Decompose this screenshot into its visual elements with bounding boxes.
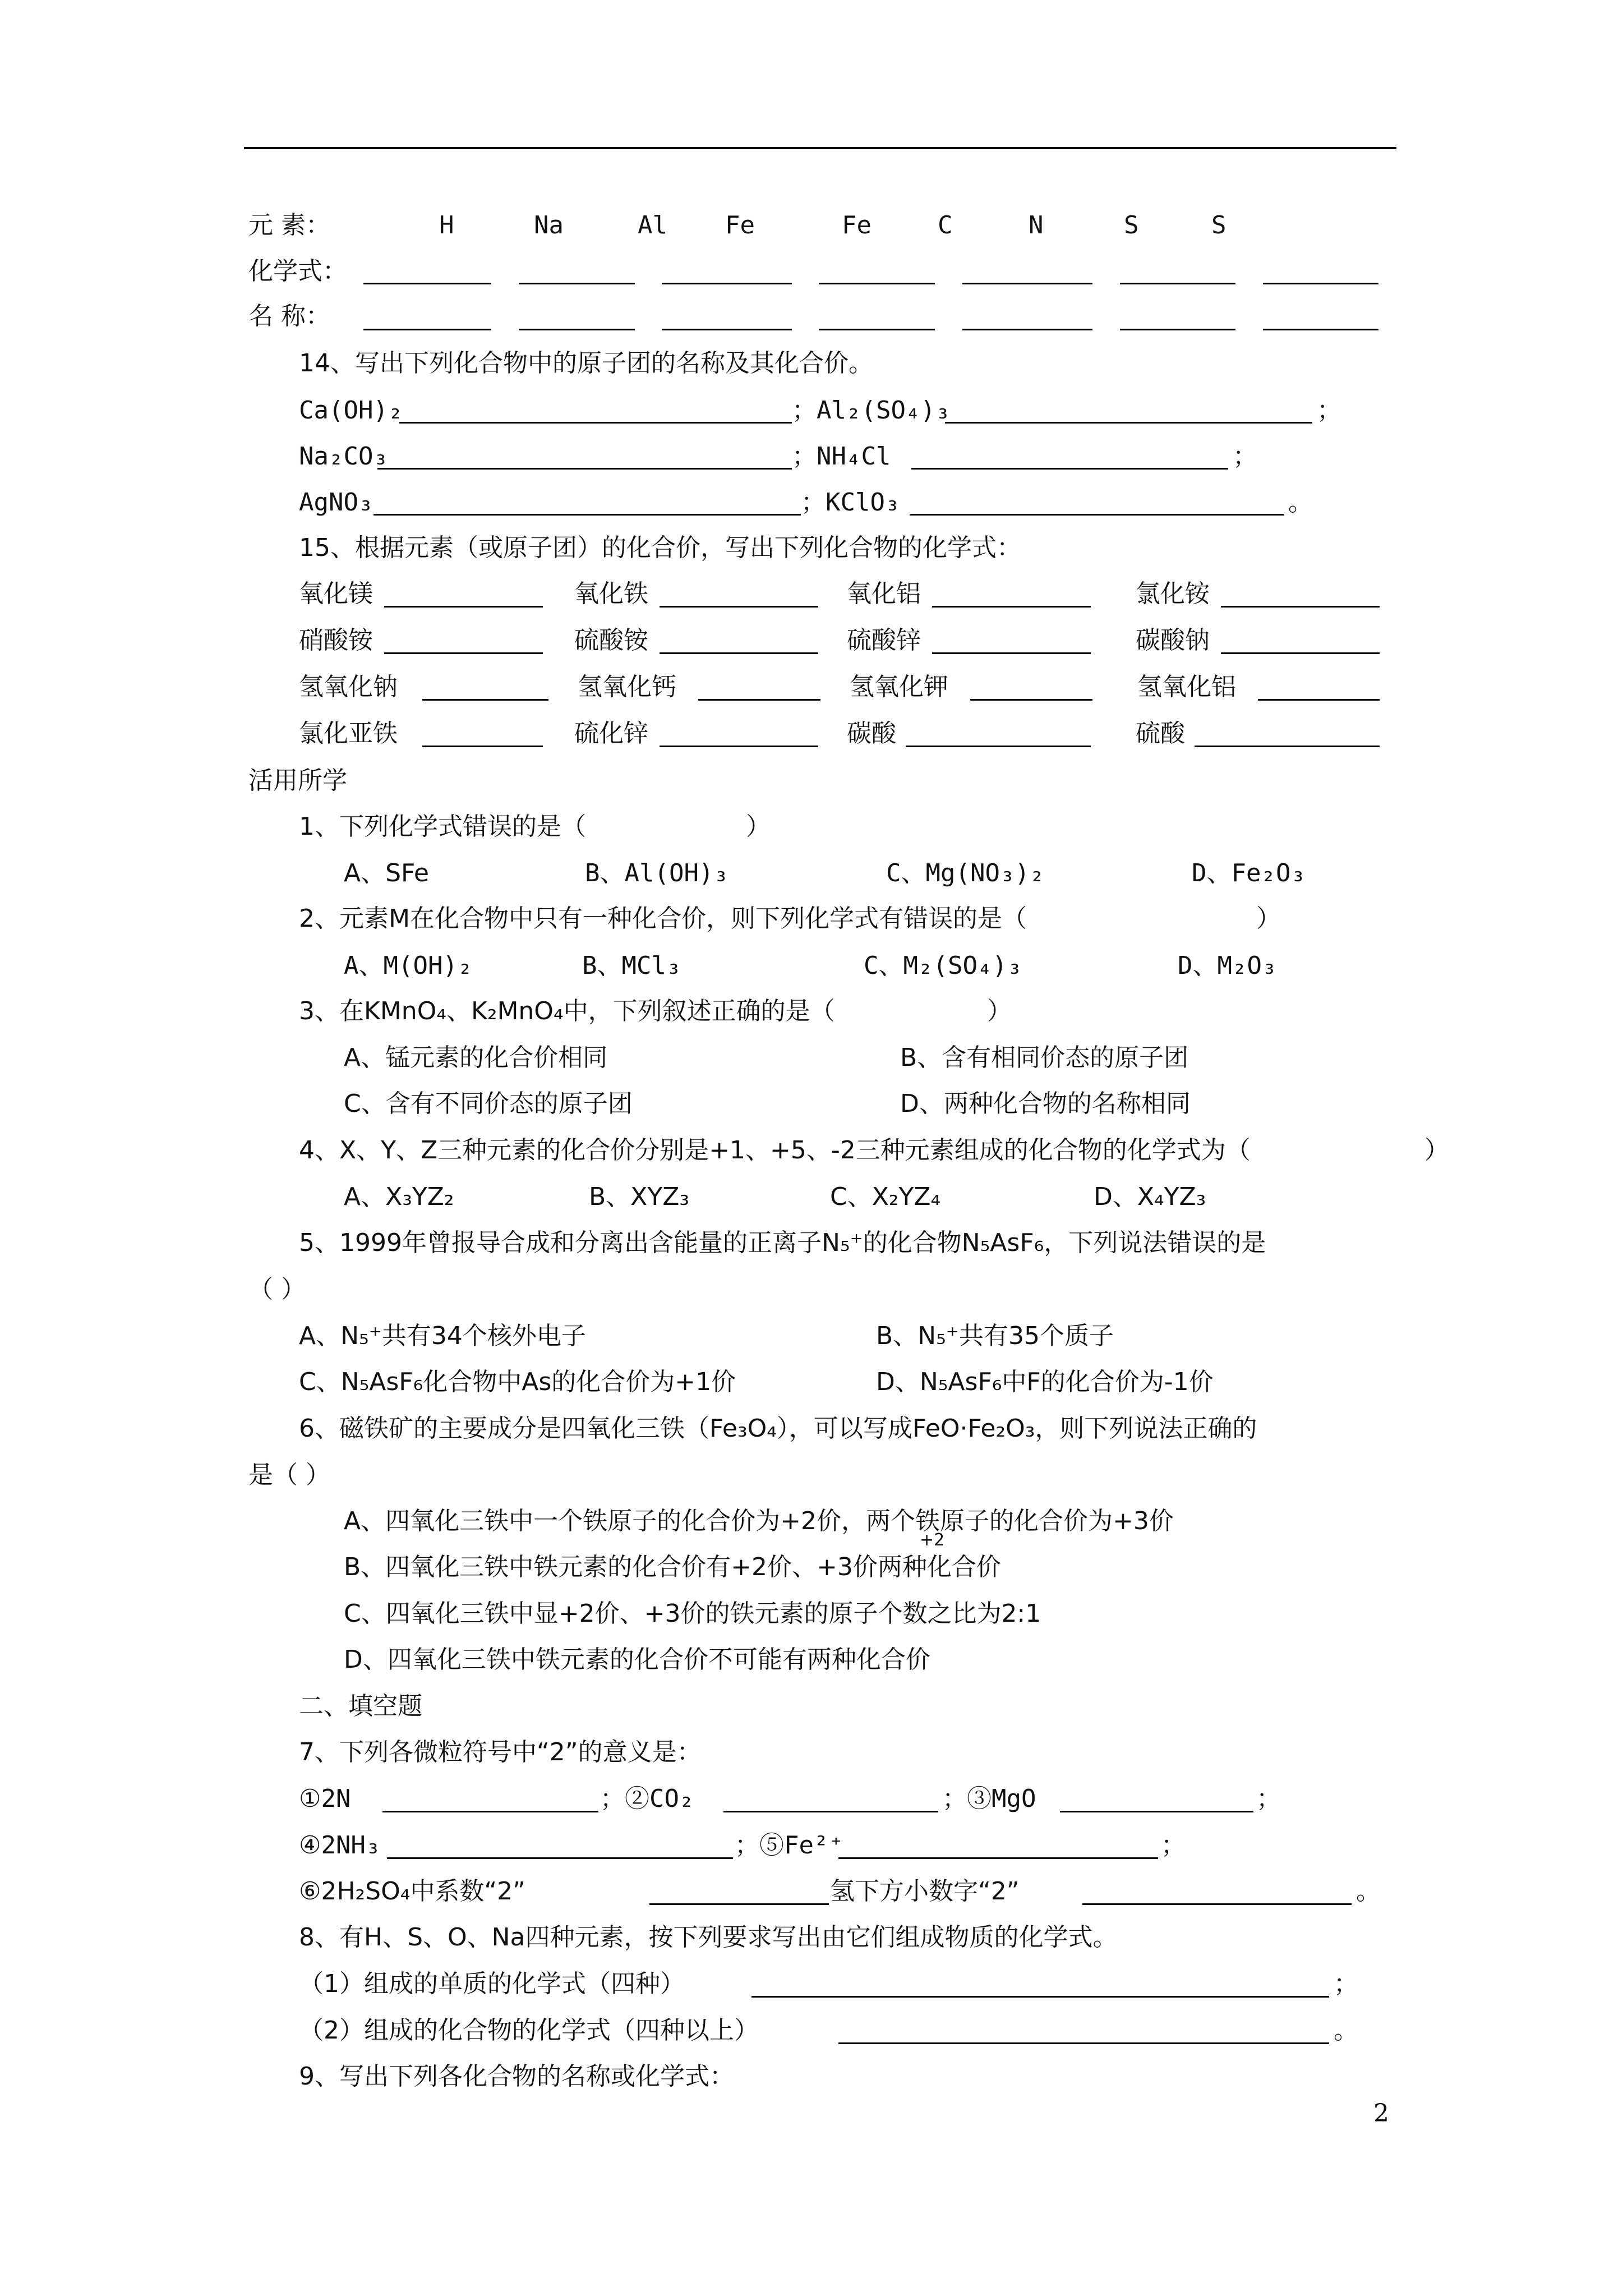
- question-stem: 6、磁铁矿的主要成分是四氧化三铁（Fe₃O₄），可以写成FeO·Fe₂O₃，则下列说法正确的: [299, 1414, 1257, 1443]
- answer-blank[interactable]: [382, 1811, 598, 1812]
- option-a[interactable]: A、四氧化三铁中一个铁原子的化合价为+2价，两个铁原子的化合价为+3价: [344, 1507, 1174, 1535]
- symbol-label: ①2N: [299, 1784, 351, 1813]
- answer-blank[interactable]: [660, 746, 818, 747]
- answer-blank[interactable]: [422, 699, 548, 701]
- answer-blank[interactable]: [384, 652, 543, 654]
- compound-name: 氢氧化钾: [850, 673, 948, 701]
- answer-paren-close: ）: [746, 812, 771, 841]
- option-c[interactable]: C、N₅AsF₆化合物中As的化合价为+1价: [299, 1368, 736, 1396]
- punctuation: 。: [1288, 488, 1313, 517]
- answer-blank[interactable]: [962, 329, 1092, 330]
- answer-blank[interactable]: [1060, 1811, 1253, 1812]
- answer-blank[interactable]: [662, 283, 792, 284]
- punctuation: ；: [1161, 1831, 1186, 1860]
- answer-paren-close: ）: [1256, 904, 1281, 933]
- question-stem: 2、元素M在化合物中只有一种化合价，则下列化学式有错误的是（: [299, 904, 1027, 933]
- symbol-label: ；③MgO: [942, 1784, 1036, 1813]
- answer-blank[interactable]: [932, 606, 1091, 608]
- element-symbol: Al: [638, 211, 667, 240]
- option-d[interactable]: D、Fe₂O₃: [1192, 859, 1306, 887]
- option-b[interactable]: B、含有相同价态的原子团: [900, 1043, 1189, 1072]
- punctuation: 。: [1356, 1877, 1381, 1906]
- answer-blank[interactable]: [649, 1903, 829, 1905]
- formula-label: ；NH₄Cl: [792, 442, 891, 471]
- question-8-part-2: （2）组成的化合物的化学式（四种以上）: [299, 2016, 759, 2045]
- option-b[interactable]: B、XYZ₃: [589, 1182, 689, 1211]
- option-c[interactable]: C、四氧化三铁中显+2价、+3价的铁元素的原子个数之比为2:1: [344, 1599, 1041, 1628]
- option-c[interactable]: C、含有不同价态的原子团: [344, 1089, 633, 1118]
- answer-blank[interactable]: [1120, 329, 1235, 330]
- element-symbol: C: [938, 211, 953, 240]
- element-symbol: N: [1029, 211, 1044, 240]
- question-stem: 1、下列化学式错误的是（: [299, 812, 586, 841]
- answer-paren: （ ）: [248, 1275, 306, 1304]
- answer-blank[interactable]: [1120, 283, 1235, 284]
- element-symbol: S: [1124, 211, 1139, 240]
- question-stem: 4、X、Y、Z三种元素的化合价分别是+1、+5、-2三种元素组成的化合物的化学式为（: [299, 1136, 1251, 1165]
- answer-blank[interactable]: [1195, 746, 1380, 747]
- answer-blank[interactable]: [377, 468, 792, 470]
- page-number: 2: [1373, 2099, 1389, 2128]
- option-b[interactable]: B、四氧化三铁中铁元素的化合价有+2价、+3价两种化合价: [344, 1553, 1001, 1581]
- answer-blank[interactable]: [662, 329, 792, 330]
- question-stem-continued: 是（ ）: [248, 1461, 330, 1489]
- option-d[interactable]: D、N₅AsF₆中F的化合价为-1价: [876, 1368, 1214, 1396]
- answer-blank[interactable]: [422, 746, 543, 747]
- formula-label: Ca(OH)₂: [299, 396, 403, 425]
- question-stem: 5、1999年曾报导合成和分离出含能量的正离子N₅⁺的化合物N₅AsF₆，下列说法错误的是: [299, 1228, 1266, 1257]
- compound-name: 硫酸: [1136, 719, 1185, 748]
- answer-blank[interactable]: [384, 606, 543, 608]
- answer-blank[interactable]: [970, 699, 1092, 701]
- section-heading: 活用所学: [248, 766, 347, 795]
- answer-blank[interactable]: [1258, 699, 1380, 701]
- compound-name: 氯化亚铁: [299, 719, 398, 748]
- answer-blank[interactable]: [751, 1996, 1329, 1998]
- compound-name: 硫酸锌: [847, 626, 921, 655]
- punctuation: 。: [1334, 2016, 1358, 2045]
- answer-blank[interactable]: [838, 2042, 1329, 2044]
- option-a[interactable]: A、M(OH)₂: [344, 951, 473, 980]
- question-14-title: 14、写出下列化合物中的原子团的名称及其化合价。: [299, 349, 873, 378]
- answer-blank[interactable]: [660, 606, 818, 608]
- answer-blank[interactable]: [838, 1857, 1158, 1859]
- answer-paren-close: ）: [1424, 1136, 1449, 1165]
- symbol-label: 氢下方小数字“2”: [830, 1877, 1020, 1906]
- formula-label: AgNO₃: [299, 488, 374, 517]
- row-label-formula: 化学式：: [248, 257, 347, 286]
- option-b[interactable]: B、Al(OH)₃: [585, 859, 728, 887]
- option-d[interactable]: D、X₄YZ₃: [1094, 1182, 1206, 1211]
- answer-blank[interactable]: [819, 283, 935, 284]
- option-c[interactable]: C、M₂(SO₄)₃: [864, 951, 1022, 980]
- punctuation: ；: [1256, 1784, 1281, 1813]
- question-8-title: 8、有H、S、O、Na四种元素，按下列要求写出由它们组成物质的化学式。: [299, 1923, 1118, 1952]
- element-symbol: S: [1211, 211, 1227, 240]
- header-rule: [244, 147, 1396, 149]
- compound-name: 氧化铁: [574, 579, 648, 608]
- option-b[interactable]: B、MCl₃: [582, 951, 681, 980]
- answer-blank[interactable]: [698, 699, 820, 701]
- formula-label: ；Al₂(SO₄)₃: [792, 396, 951, 425]
- compound-name: 硝酸铵: [299, 626, 373, 655]
- answer-blank[interactable]: [911, 468, 1228, 470]
- question-stem: 3、在KMnO₄、K₂MnO₄中，下列叙述正确的是（: [299, 997, 835, 1025]
- answer-blank[interactable]: [945, 422, 1312, 424]
- answer-blank[interactable]: [1221, 606, 1380, 608]
- compound-name: 氢氧化铝: [1137, 673, 1236, 701]
- element-symbol: H: [439, 211, 454, 240]
- option-a[interactable]: A、X₃YZ₂: [344, 1182, 454, 1211]
- answer-blank[interactable]: [374, 514, 801, 516]
- compound-name: 氢氧化钙: [578, 673, 676, 701]
- answer-blank[interactable]: [660, 652, 818, 654]
- answer-blank[interactable]: [519, 329, 635, 330]
- compound-name: 氧化镁: [299, 579, 373, 608]
- compound-name: 氢氧化钠: [299, 673, 398, 701]
- symbol-label: ；⑤Fe²⁺: [735, 1831, 843, 1860]
- option-a[interactable]: A、SFe: [344, 859, 430, 887]
- answer-blank[interactable]: [723, 1811, 938, 1812]
- answer-blank[interactable]: [932, 652, 1091, 654]
- question-8-part-1: （1）组成的单质的化学式（四种）: [299, 1970, 685, 1998]
- stray-mark: +2: [920, 1530, 945, 1550]
- question-15-title: 15、根据元素（或原子团）的化合价，写出下列化合物的化学式：: [299, 533, 1021, 562]
- punctuation: ；: [1334, 1970, 1358, 1998]
- answer-blank[interactable]: [399, 422, 792, 424]
- answer-blank[interactable]: [387, 1857, 733, 1859]
- answer-blank[interactable]: [1263, 283, 1378, 284]
- element-symbol: Fe: [842, 211, 872, 240]
- answer-blank[interactable]: [519, 283, 635, 284]
- compound-name: 硫酸铵: [574, 626, 648, 655]
- element-symbol: Na: [534, 211, 564, 240]
- answer-blank[interactable]: [819, 329, 935, 330]
- compound-name: 硫化锌: [574, 719, 648, 748]
- question-7-title: 7、下列各微粒符号中“2”的意义是：: [299, 1738, 702, 1766]
- option-a[interactable]: A、N₅⁺共有34个核外电子: [299, 1322, 586, 1350]
- formula-label: ；KClO₃: [801, 488, 900, 517]
- compound-name: 碳酸: [847, 719, 896, 748]
- punctuation: ；: [1233, 442, 1257, 471]
- answer-blank[interactable]: [962, 283, 1092, 284]
- option-d[interactable]: D、两种化合物的名称相同: [900, 1089, 1191, 1118]
- answer-paren-close: ）: [987, 997, 1012, 1025]
- answer-blank[interactable]: [1082, 1903, 1352, 1905]
- compound-name: 碳酸钠: [1136, 626, 1210, 655]
- formula-label: Na₂CO₃: [299, 442, 388, 471]
- question-9-title: 9、写出下列各化合物的名称或化学式：: [299, 2062, 734, 2091]
- answer-blank[interactable]: [1221, 652, 1380, 654]
- row-label-name: 名 称：: [248, 302, 330, 330]
- option-a[interactable]: A、锰元素的化合价相同: [344, 1043, 608, 1072]
- element-symbol: Fe: [725, 211, 755, 240]
- option-b[interactable]: B、N₅⁺共有35个质子: [876, 1322, 1114, 1350]
- option-c[interactable]: C、X₂YZ₄: [830, 1182, 941, 1211]
- compound-name: 氧化铝: [847, 579, 921, 608]
- option-d[interactable]: D、四氧化三铁中铁元素的化合价不可能有两种化合价: [344, 1645, 930, 1674]
- section-heading: 二、填空题: [299, 1692, 422, 1720]
- answer-blank[interactable]: [910, 514, 1284, 516]
- answer-blank[interactable]: [363, 329, 491, 330]
- compound-name: 氯化铵: [1136, 579, 1210, 608]
- row-label-element: 元 素：: [248, 211, 330, 240]
- answer-blank[interactable]: [906, 746, 1091, 747]
- answer-blank[interactable]: [1263, 329, 1378, 330]
- option-c[interactable]: C、Mg(NO₃)₂: [886, 859, 1045, 887]
- symbol-label: ⑥2H₂SO₄中系数“2”: [299, 1877, 525, 1906]
- punctuation: ；: [1317, 396, 1341, 425]
- symbol-label: ；②CO₂: [600, 1784, 694, 1813]
- option-d[interactable]: D、M₂O₃: [1178, 951, 1277, 980]
- answer-blank[interactable]: [363, 283, 491, 284]
- symbol-label: ④2NH₃: [299, 1831, 381, 1860]
